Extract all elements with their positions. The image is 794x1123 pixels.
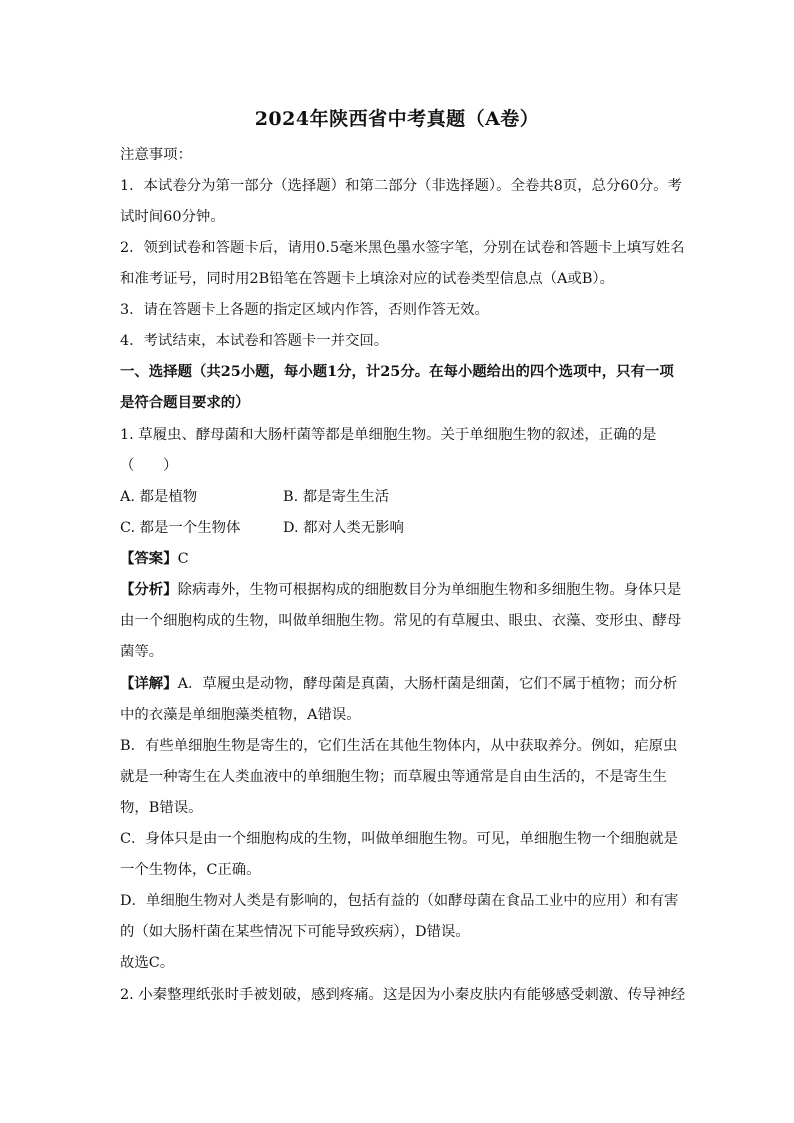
analysis-line-3: 菌等。 <box>120 644 164 660</box>
notice-line-4: 和准考证号，同时用2B铅笔在答题卡上填涂对应的试卷类型信息点（A或B）。 <box>120 271 615 287</box>
detail-line-5: 物，B错误。 <box>120 800 203 816</box>
detail-line-8: D．单细胞生物对人类是有影响的，包括有益的（如酵母菌在食品工业中的应用）和有害 <box>120 893 679 909</box>
q1-option-d: D. 都对人类无影响 <box>283 520 404 536</box>
q1-answer-line <box>120 550 680 568</box>
section-heading-line-1: 一、选择题（共25小题，每小题1分，计25分。在每小题给出的四个选项中，只有一项 <box>120 363 674 380</box>
detail-text-1: A．草履虫是动物，酵母菌是真菌，大肠杆菌是细菌，它们不属于植物；而分析 <box>177 676 678 692</box>
detail-line-9: 的（如大肠杆菌在某些情况下可能导致疾病），D错误。 <box>120 924 470 940</box>
detail-line-7: 一个生物体，C正确。 <box>120 862 261 878</box>
q1-option-b: B. 都是寄生生活 <box>283 489 390 505</box>
detail-line-6: C．身体只是由一个细胞构成的生物，叫做单细胞生物。可见，单细胞生物一个细胞就是 <box>120 831 678 847</box>
detail-label: 【详解】 <box>120 675 178 692</box>
notice-line-5: 3．请在答题卡上各题的指定区域内作答，否则作答无效。 <box>120 302 489 318</box>
analysis-label: 【分析】 <box>120 581 178 598</box>
conclusion-line: 故选C。 <box>120 955 175 971</box>
q1-stem: 1. 草履虫、酵母菌和大肠杆菌等都是单细胞生物。关于单细胞生物的叙述，正确的是 <box>120 427 657 443</box>
notice-line-3: 2．领到试卷和答题卡后，请用0.5毫米黑色墨水签字笔，分别在试卷和答题卡上填写姓名 <box>120 240 685 256</box>
answer-label: 【答案】 <box>120 550 178 567</box>
answer-value: C <box>177 551 189 567</box>
q1-option-a: A. 都是植物 <box>120 489 198 505</box>
page-title: 2024年陕西省中考真题（A卷） <box>254 108 540 130</box>
notice-line-1: 1．本试卷分为第一部分（选择题）和第二部分（非选择题）。全卷共8页，总分60分。考 <box>120 178 682 194</box>
detail-line-1 <box>120 675 680 693</box>
detail-line-3: B．有些单细胞生物是寄生的，它们生活在其他生物体内，从中获取养分。例如，疟原虫 <box>120 738 678 754</box>
q1-option-c: C. 都是一个生物体 <box>120 520 241 536</box>
section-heading-line-2: 是符合题目要求的） <box>120 394 250 411</box>
analysis-line-2: 由一个细胞构成的生物，叫做单细胞生物。常见的有草履虫、眼虫、衣藻、变形虫、酵母 <box>120 613 682 629</box>
notice-line-2: 试时间60分钟。 <box>120 209 225 225</box>
notice-line-6: 4．考试结束，本试卷和答题卡一并交回。 <box>120 333 389 349</box>
analysis-line-1 <box>120 581 680 599</box>
q1-blank: （ ） <box>120 458 178 474</box>
notice-heading: 注意事项： <box>120 147 192 163</box>
detail-line-4: 就是一种寄生在人类血液中的单细胞生物；而草履虫等通常是自由生活的，不是寄生生 <box>120 769 667 785</box>
detail-line-2: 中的衣藻是单细胞藻类植物，A错误。 <box>120 707 361 723</box>
analysis-text-1: 除病毒外，生物可根据构成的细胞数目分为单细胞生物和多细胞生物。身体只是 <box>177 582 682 598</box>
q2-stem: 2. 小秦整理纸张时手被划破，感到疼痛。这是因为小秦皮肤内有能够感受刺激、传导神经 <box>120 987 686 1003</box>
